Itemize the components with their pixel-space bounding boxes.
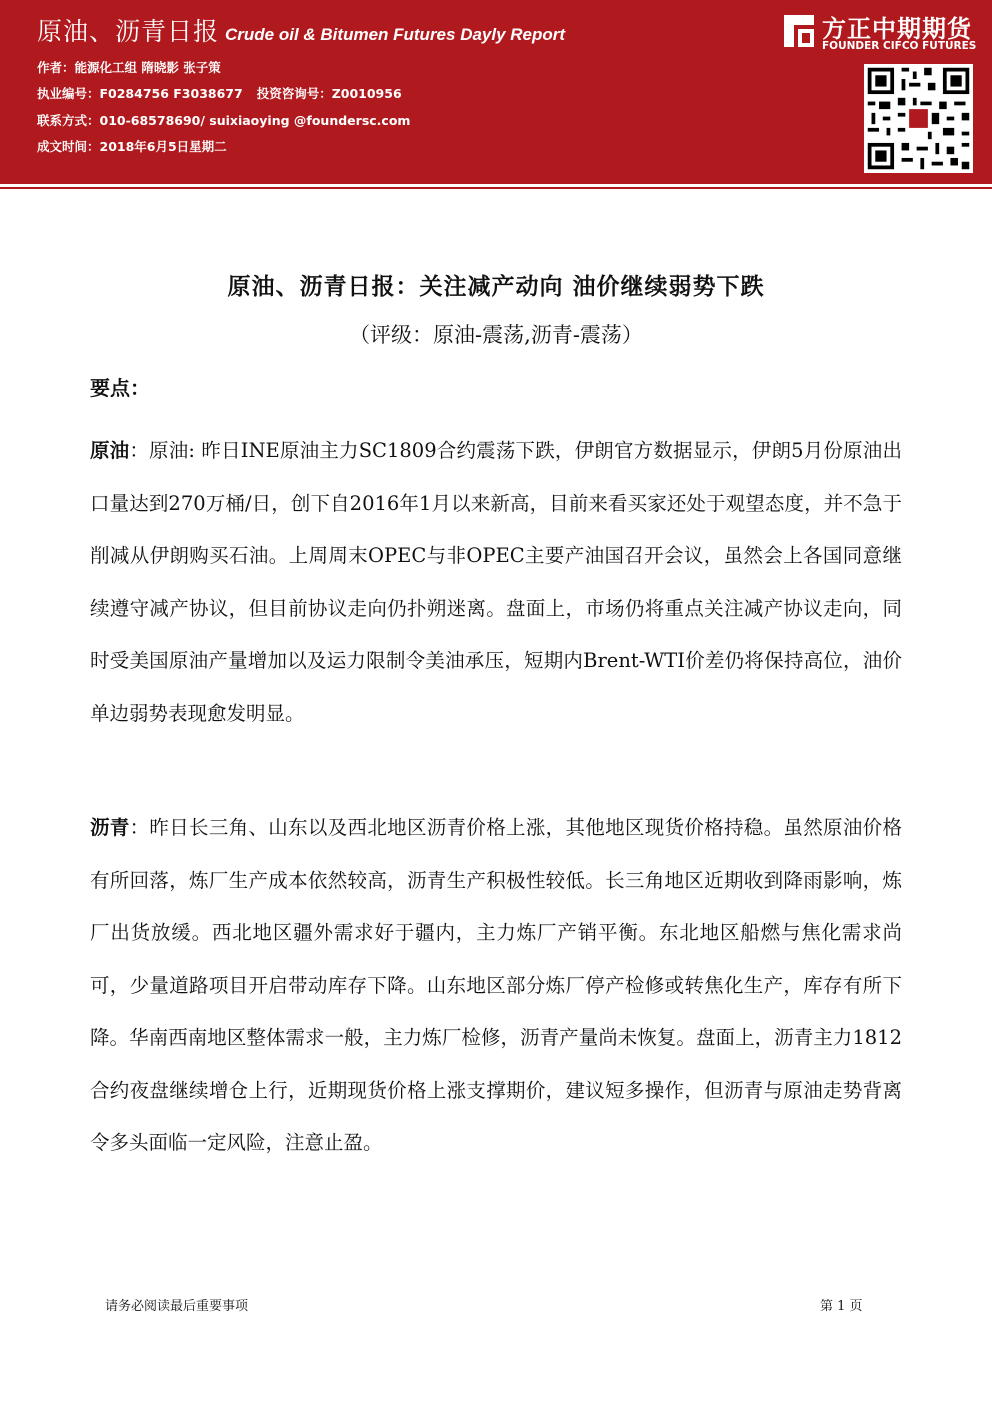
logo-name-cn: 方正中期期货 — [822, 15, 972, 43]
qr-code-icon[interactable] — [864, 64, 973, 173]
key-points-heading: 要点： — [90, 376, 150, 400]
logo-name-en: FOUNDER CIFCO FUTURES — [822, 40, 977, 52]
header-title-en: Crude oil & Bitumen Futures Dayly Report — [225, 25, 566, 44]
company-logo — [778, 9, 988, 59]
header-divider — [0, 187, 992, 189]
bitumen-paragraph — [90, 802, 902, 1170]
bitumen-label: 沥青 — [90, 816, 130, 839]
founder-logo-icon — [778, 11, 818, 51]
license-line — [37, 84, 402, 102]
crude-oil-text: ：原油: 昨日INE原油主力SC1809合约震荡下跌，伊朗官方数据显示，伊朗5月份原油出口量达到270万桶/日，创下自2016年1月以来新高，目前来看买家还处于观望态度，并不急于削减从伊朗购买石油。上周周末OPEC与非OPEC主要产油国召开会议，虽然会上各国同意继续遵守减产协议，但目前协议走向仍扑朔迷离。盘面上，市场仍将重点关注减产协议走向，同时受美国原油产量增加以及运力限制令美油承压，短期内Brent-WTI价差仍将保持高位，油价单边弱势表现愈发明显。 — [90, 439, 902, 725]
header-title-cn: 原油、沥青日报 — [37, 18, 220, 46]
crude-oil-paragraph — [90, 425, 902, 740]
license-numbers: 执业编号：F0284756 F3038677 — [37, 86, 243, 101]
page-number: 第 1 页 — [820, 1299, 863, 1314]
contact-line: 联系方式：010-68578690/ suixiaoying @foundersc.com — [37, 113, 411, 128]
bitumen-text: ：昨日长三角、山东以及西北地区沥青价格上涨，其他地区现货价格持稳。虽然原油价格有所回落，炼厂生产成本依然较高，沥青生产积极性较低。长三角地区近期收到降雨影响，炼厂出货放缓。西北地区疆外需求好于疆内，主力炼厂产销平衡。东北地区船燃与焦化需求尚可，少量道路项目开启带动库存下降。山东地区部分炼厂停产检修或转焦化生产，库存有所下降。华南西南地区整体需求一般，主力炼厂检修，沥青产量尚未恢复。盘面上，沥青主力1812合约夜盘继续增仓上行，近期现货价格上涨支撑期价，建议短多操作，但沥青与原油走势背离令多头面临一定风险，注意止盈。 — [90, 816, 902, 1154]
authors-line: 作者：能源化工组 隋晓影 张子策 — [37, 60, 221, 75]
report-title: 原油、沥青日报：关注减产动向 油价继续弱势下跌 — [227, 274, 765, 300]
report-rating: （评级：原油-震荡,沥青-震荡） — [349, 323, 643, 347]
date-line: 成文时间：2018年6月5日星期二 — [37, 139, 227, 154]
advisory-number: 投资咨询号：Z0010956 — [256, 86, 402, 101]
report-header — [0, 0, 992, 184]
footer-notice: 请务必阅读最后重要事项 — [105, 1299, 249, 1314]
report-header-title — [37, 12, 565, 48]
crude-oil-label: 原油 — [90, 439, 130, 462]
